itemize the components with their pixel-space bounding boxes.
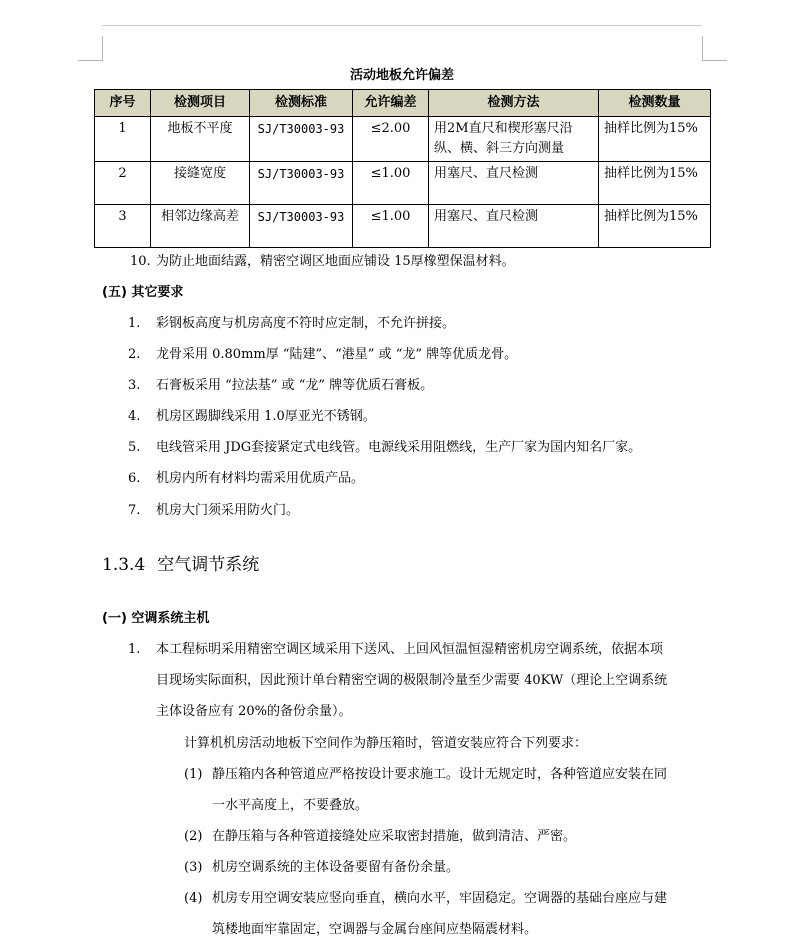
table-cell: 接缝宽度	[151, 162, 250, 205]
sub-list-line: 机房专用空调安装应竖向垂直，横向水平，牢固稳定。空调器的基础台座应与建	[212, 891, 668, 906]
sub-list-line: 机房空调系统的主体设备要留有备份余量。	[212, 860, 460, 875]
crop-mark-top-left	[78, 36, 103, 61]
list-item-text: 电线管采用 JDG套接紧定式电线管。电源线采用阻燃线，生产厂家为国内知名厂家。	[156, 440, 642, 455]
list-number: 6.	[128, 471, 141, 486]
header-cell: 序号	[95, 90, 151, 117]
table-row	[95, 117, 711, 162]
table-cell: ≤1.00	[353, 205, 429, 248]
sub-list-line: 静压箱内各种管道应严格按设计要求施工。设计无规定时，各种管道应安装在同	[212, 767, 668, 782]
header-cell: 检测数量	[599, 90, 711, 117]
paragraph-line: 主体设备应有 20%的备份余量）。	[156, 704, 352, 719]
sub-list-line: 一水平高度上，不要叠放。	[212, 798, 369, 813]
sub-list-number: (2)	[184, 829, 203, 844]
sub-list-line: 筑楼地面牢靠固定，空调器与金属台座间应垫隔震材料。	[212, 922, 538, 937]
section-title: 空气调节系统	[157, 555, 260, 575]
sub-list-number: (3)	[184, 860, 203, 875]
table-title: 活动地板允许偏差	[349, 68, 454, 83]
table-header-row	[95, 90, 711, 117]
table-cell: 相邻边缘高差	[151, 205, 250, 248]
list-number: 7.	[128, 503, 141, 518]
table-cell: 用塞尺、直尺检测	[429, 205, 599, 248]
list-number: 1.	[128, 316, 141, 331]
list-number: 3.	[128, 378, 141, 393]
intro-paragraph: 计算机机房活动地板下空间作为静压箱时，管道安装应符合下列要求：	[184, 736, 588, 751]
page-top-rule	[102, 25, 702, 26]
sub-list-number: (4)	[184, 891, 203, 906]
table-cell: 3	[95, 205, 151, 248]
table-cell: 抽样比例为15%	[599, 205, 711, 248]
table-cell: SJ/T30003-93	[250, 162, 353, 205]
crop-mark-top-right	[702, 36, 727, 61]
subsection-heading-other-requirements: (五) 其它要求	[102, 285, 184, 300]
header-cell: 检测项目	[151, 90, 250, 117]
header-cell: 检测方法	[429, 90, 599, 117]
header-cell: 检测标准	[250, 90, 353, 117]
list-item-text: 机房区踢脚线采用 1.0厚亚光不锈钢。	[156, 409, 376, 424]
list-item-text: 龙骨采用 0.80mm厚 “陆建”、“港星” 或 “龙” 牌等优质龙骨。	[156, 347, 518, 362]
list-number: 4.	[128, 409, 141, 424]
list-number: 1.	[128, 642, 141, 657]
table-row	[95, 205, 711, 248]
table-cell: SJ/T30003-93	[250, 205, 353, 248]
table-row	[95, 162, 711, 205]
list-item-text: 机房内所有材料均需采用优质产品。	[156, 471, 365, 486]
list-item-text: 为防止地面结露，精密空调区地面应铺设 15厚橡塑保温材料。	[156, 254, 515, 269]
sub-list-number: (1)	[184, 767, 203, 782]
table-cell: 抽样比例为15%	[599, 117, 711, 162]
subsection-heading-ac-host: (一) 空调系统主机	[102, 611, 210, 626]
list-item-text: 彩钢板高度与机房高度不符时应定制，不允许拼接。	[156, 316, 456, 331]
header-cell: 允许编差	[353, 90, 429, 117]
list-number: 2.	[128, 347, 141, 362]
table-cell: 用2M直尺和楔形塞尺沿纵、横、斜三方向测量	[429, 117, 599, 162]
table-cell: ≤2.00	[353, 117, 429, 162]
sub-list-line: 在静压箱与各种管道接缝处应采取密封措施，做到清洁、严密。	[212, 829, 577, 844]
list-number: 5.	[128, 440, 141, 455]
table-cell: 地板不平度	[151, 117, 250, 162]
paragraph-line: 本工程标明采用精密空调区域采用下送风、上回风恒温恒湿精密机房空调系统，依据本项	[156, 642, 664, 657]
section-number: 1.3.4	[102, 555, 146, 575]
list-item-10	[130, 252, 151, 272]
table-cell: 1	[95, 117, 151, 162]
table-cell: 抽样比例为15%	[599, 162, 711, 205]
paragraph-line: 目现场实际面积，因此预计单台精密空调的极限制冷量至少需要 40KW（理论上空调系统	[156, 673, 668, 688]
section-heading	[102, 554, 259, 576]
table-cell: ≤1.00	[353, 162, 429, 205]
table-cell: 2	[95, 162, 151, 205]
list-item-text: 石膏板采用 “拉法基” 或 “龙” 牌等优质石膏板。	[156, 378, 434, 393]
table-cell: SJ/T30003-93	[250, 117, 353, 162]
list-item-text: 机房大门须采用防火门。	[156, 503, 300, 518]
list-number: 10.	[130, 254, 151, 269]
tolerance-table	[94, 89, 711, 248]
table-cell: 用塞尺、直尺检测	[429, 162, 599, 205]
